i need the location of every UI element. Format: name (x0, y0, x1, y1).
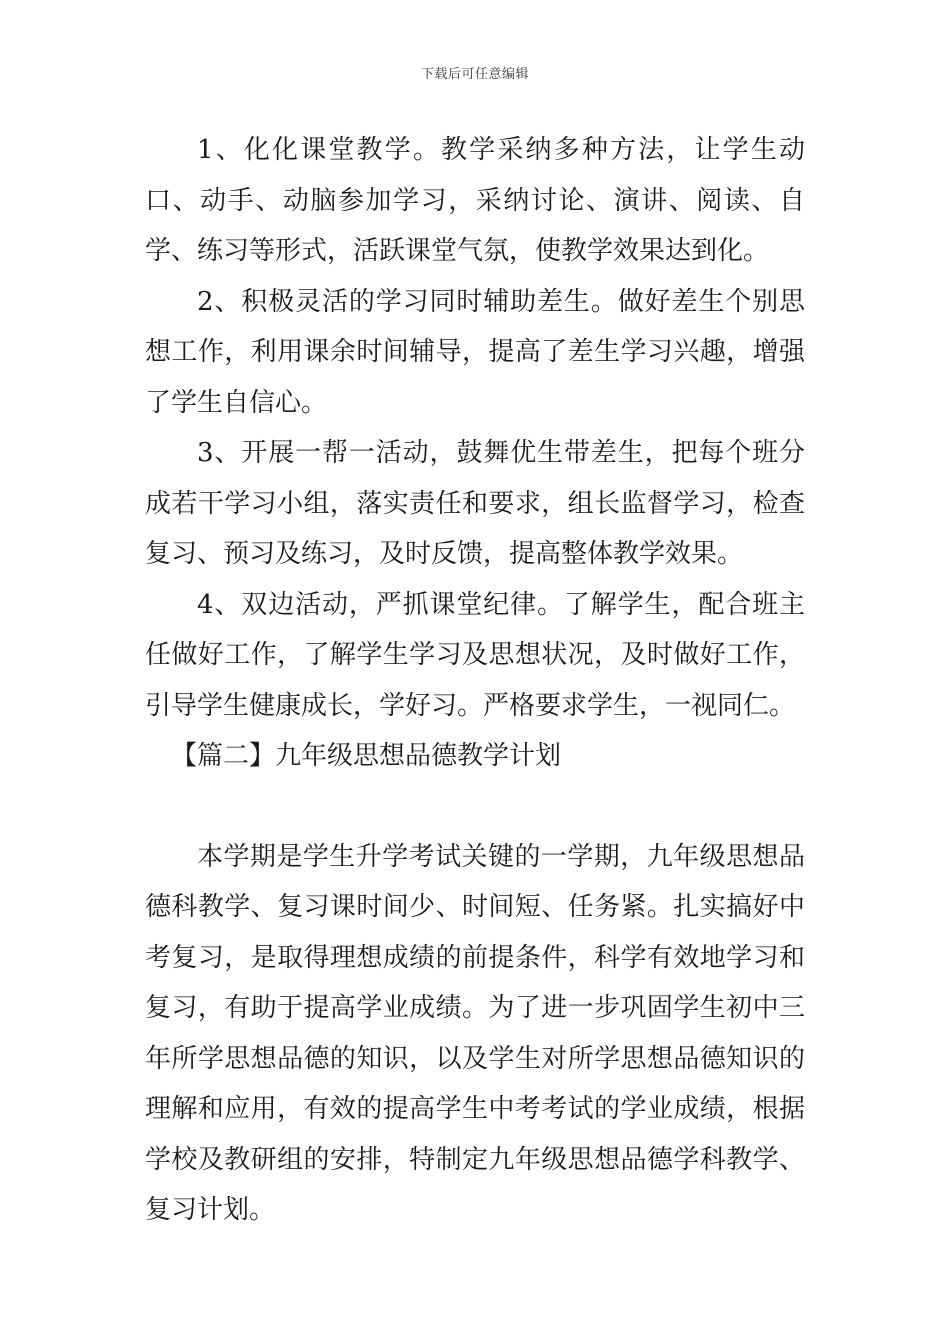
paragraph-4: 4、双边活动，严抓课堂纪律。了解学生，配合班主任做好工作，了解学生学习及思想状况，及时做好工作，引导学生健康成长，学好习。严格要求学生，一视同仁。 (145, 589, 805, 721)
paragraph-1: 1、化化课堂教学。教学采纳多种方法，让学生动口、动手、动脑参加学习，采纳讨论、演讲、阅读、自学、练习等形式，活跃课堂气氛，使教学效果达到化。 (145, 135, 805, 266)
section-title: 【篇二】九年级思想品德教学计划 (171, 741, 562, 771)
document-body (145, 125, 805, 1236)
section-spacer (145, 782, 805, 832)
paragraph-5: 本学期是学生升学考试关键的一学期，九年级思想品德科教学、复习课时间少、时间短、任务紧。扎实搞好中考复习，是取得理想成绩的前提条件，科学有效地学习和复习，有助于提高学业成绩。为了进一步巩固学生初中三年所学思想品德的知识，以及学生对所学思想品德知识的理解和应用，有效的提高学生中考考试的学业成绩，根据学校及教研组的安排，特制定九年级思想品德学科教学、复习计划。 (145, 841, 805, 1225)
paragraph-3: 3、开展一帮一活动，鼓舞优生带差生，把每个班分成若干学习小组，落实责任和要求，组长监督学习，检查复习、预习及练习，及时反馈，提高整体教学效果。 (145, 438, 805, 569)
paragraph-2: 2、积极灵活的学习同时辅助差生。做好差生个别思想工作，利用课余时间辅导，提高了差生学习兴趣，增强了学生自信心。 (145, 286, 805, 418)
page-header: 下载后可任意编辑 (420, 67, 529, 82)
